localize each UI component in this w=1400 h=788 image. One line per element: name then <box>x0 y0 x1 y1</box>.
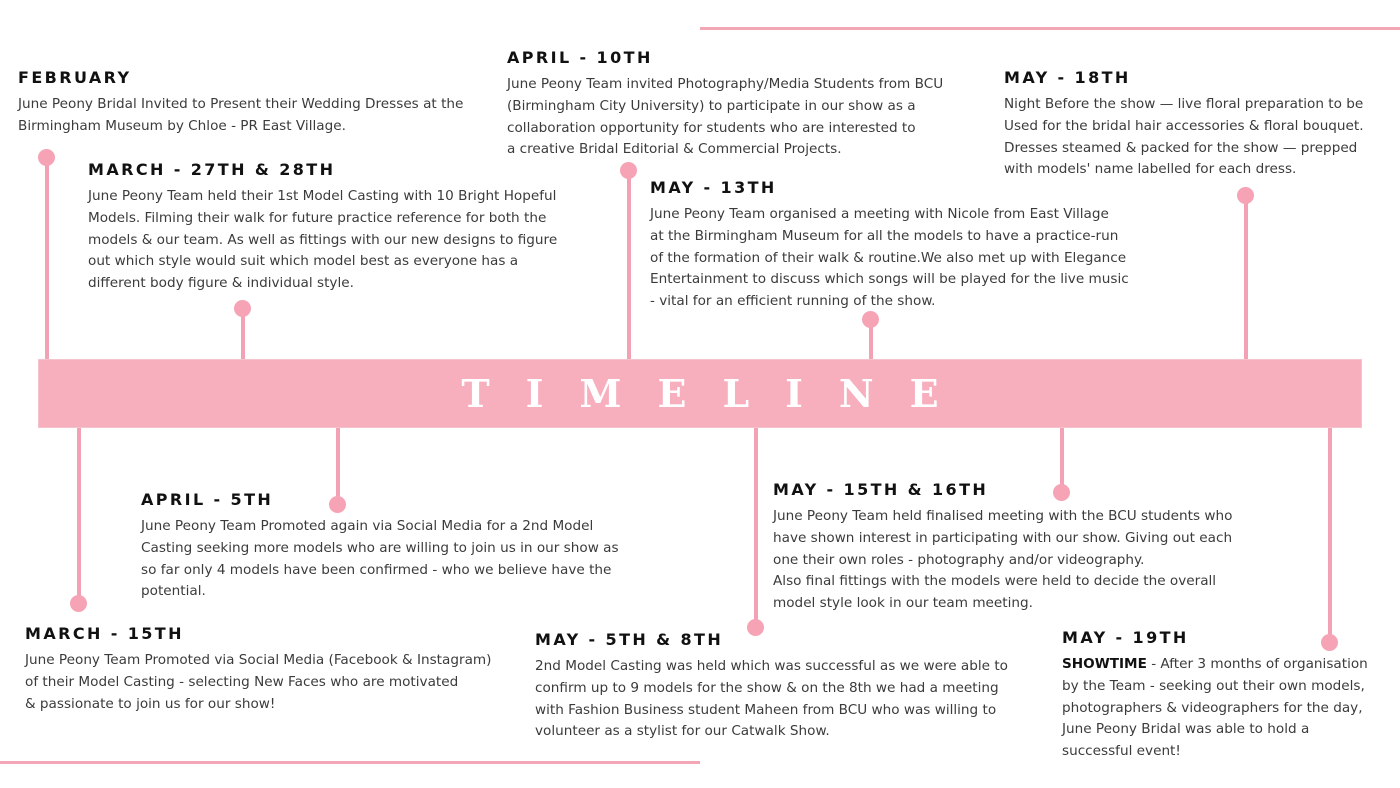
event-may-5 <box>535 630 1035 743</box>
stem-february <box>45 157 49 360</box>
marker-april-10 <box>620 162 637 179</box>
event-date: MAY - 15TH & 16TH <box>773 480 989 499</box>
top-decorative-line <box>700 27 1400 30</box>
event-date: MAY - 5TH & 8TH <box>535 630 724 649</box>
event-text: Night Before the show — live floral preparation to be Used for the bridal hair accessories & floral bouquet. Dresses steamed & packed for the show — prepped with models' name labelled for each dress. <box>1004 96 1364 178</box>
event-may-18 <box>1004 68 1398 181</box>
event-may-19 <box>1062 628 1398 763</box>
marker-may-18 <box>1237 187 1254 204</box>
event-date: APRIL - 5TH <box>141 490 274 509</box>
event-text: June Peony Team organised a meeting with Nicole from East Village at the Birmingham Museum for all the models to have a practice-run of the formation of their walk & routine.We also met up with Elegance Entertainment to discuss which songs will be played for the live music - vital for an efficient running of the show. <box>650 206 1129 310</box>
event-date: MAY - 13TH <box>650 178 777 197</box>
event-april-5 <box>141 490 651 603</box>
stem-april-10 <box>627 170 631 360</box>
event-date: MAY - 18TH <box>1004 68 1131 87</box>
event-text: June Peony Team held their 1st Model Casting with 10 Bright Hopeful Models. Filming their walk for future practice reference for both the models & our team. As well as fittings with our new designs to figure out which style would suit which model best as everyone has a different body figure & individual style. <box>88 188 558 292</box>
marker-march-27 <box>234 300 251 317</box>
marker-march-15 <box>70 595 87 612</box>
event-text: June Peony Bridal Invited to Present their Wedding Dresses at the Birmingham Museum by Chloe - PR East Village. <box>18 96 464 134</box>
stem-march-15 <box>77 427 81 603</box>
marker-may-13 <box>862 311 879 328</box>
event-date: APRIL - 10TH <box>507 48 653 67</box>
stem-may-5 <box>754 427 758 627</box>
event-body: - After 3 months of organisation by the Team - seeking out their own models, photographers & videographers for the day, June Peony Bridal was able to hold a successful event! <box>1062 656 1368 760</box>
event-date: MAY - 19TH <box>1062 628 1189 647</box>
event-text: June Peony Team invited Photography/Media Students from BCU (Birmingham City University) to participate in our show as a collaboration opportunity for students who are interested to a creative Bridal Editorial & Commercial Projects. <box>507 76 944 158</box>
event-february <box>18 68 508 138</box>
event-lead: SHOWTIME <box>1062 656 1147 672</box>
event-date: MARCH - 15TH <box>25 624 184 643</box>
event-text: June Peony Team Promoted via Social Media (Facebook & Instagram) of their Model Casting - selecting New Faces who are motivated & passionate to join us for our show! <box>25 652 492 712</box>
event-text: June Peony Team Promoted again via Social Media for a 2nd Model Casting seeking more models who are willing to join us in our show as so far only 4 models have been confirmed - who we believe have the potential. <box>141 518 619 600</box>
stem-may-19 <box>1328 427 1332 642</box>
marker-february <box>38 149 55 166</box>
event-text <box>1062 654 1398 763</box>
event-march-15 <box>25 624 525 715</box>
event-april-10 <box>507 48 987 161</box>
event-text: June Peony Team held finalised meeting with the BCU students who have shown interest in participating with our show. Giving out each one their own roles - photography and/or videography. Also final fittings with the models were held to decide the overall model style look in our team meeting. <box>773 508 1233 612</box>
event-date: MARCH - 27TH & 28TH <box>88 160 336 179</box>
event-may-13 <box>650 178 1160 313</box>
bottom-decorative-line <box>0 761 700 764</box>
event-date: FEBRUARY <box>18 68 132 87</box>
event-may-15 <box>773 480 1273 615</box>
stem-may-18 <box>1244 195 1248 360</box>
event-march-27 <box>88 160 588 295</box>
event-text: 2nd Model Casting was held which was successful as we were able to confirm up to 9 models for the show & on the 8th we had a meeting with Fashion Business student Maheen from BCU who was willing to volunteer as a stylist for our Catwalk Show. <box>535 658 1008 740</box>
timeline-title: TIMELINE <box>461 371 975 416</box>
timeline-band <box>38 359 1362 428</box>
